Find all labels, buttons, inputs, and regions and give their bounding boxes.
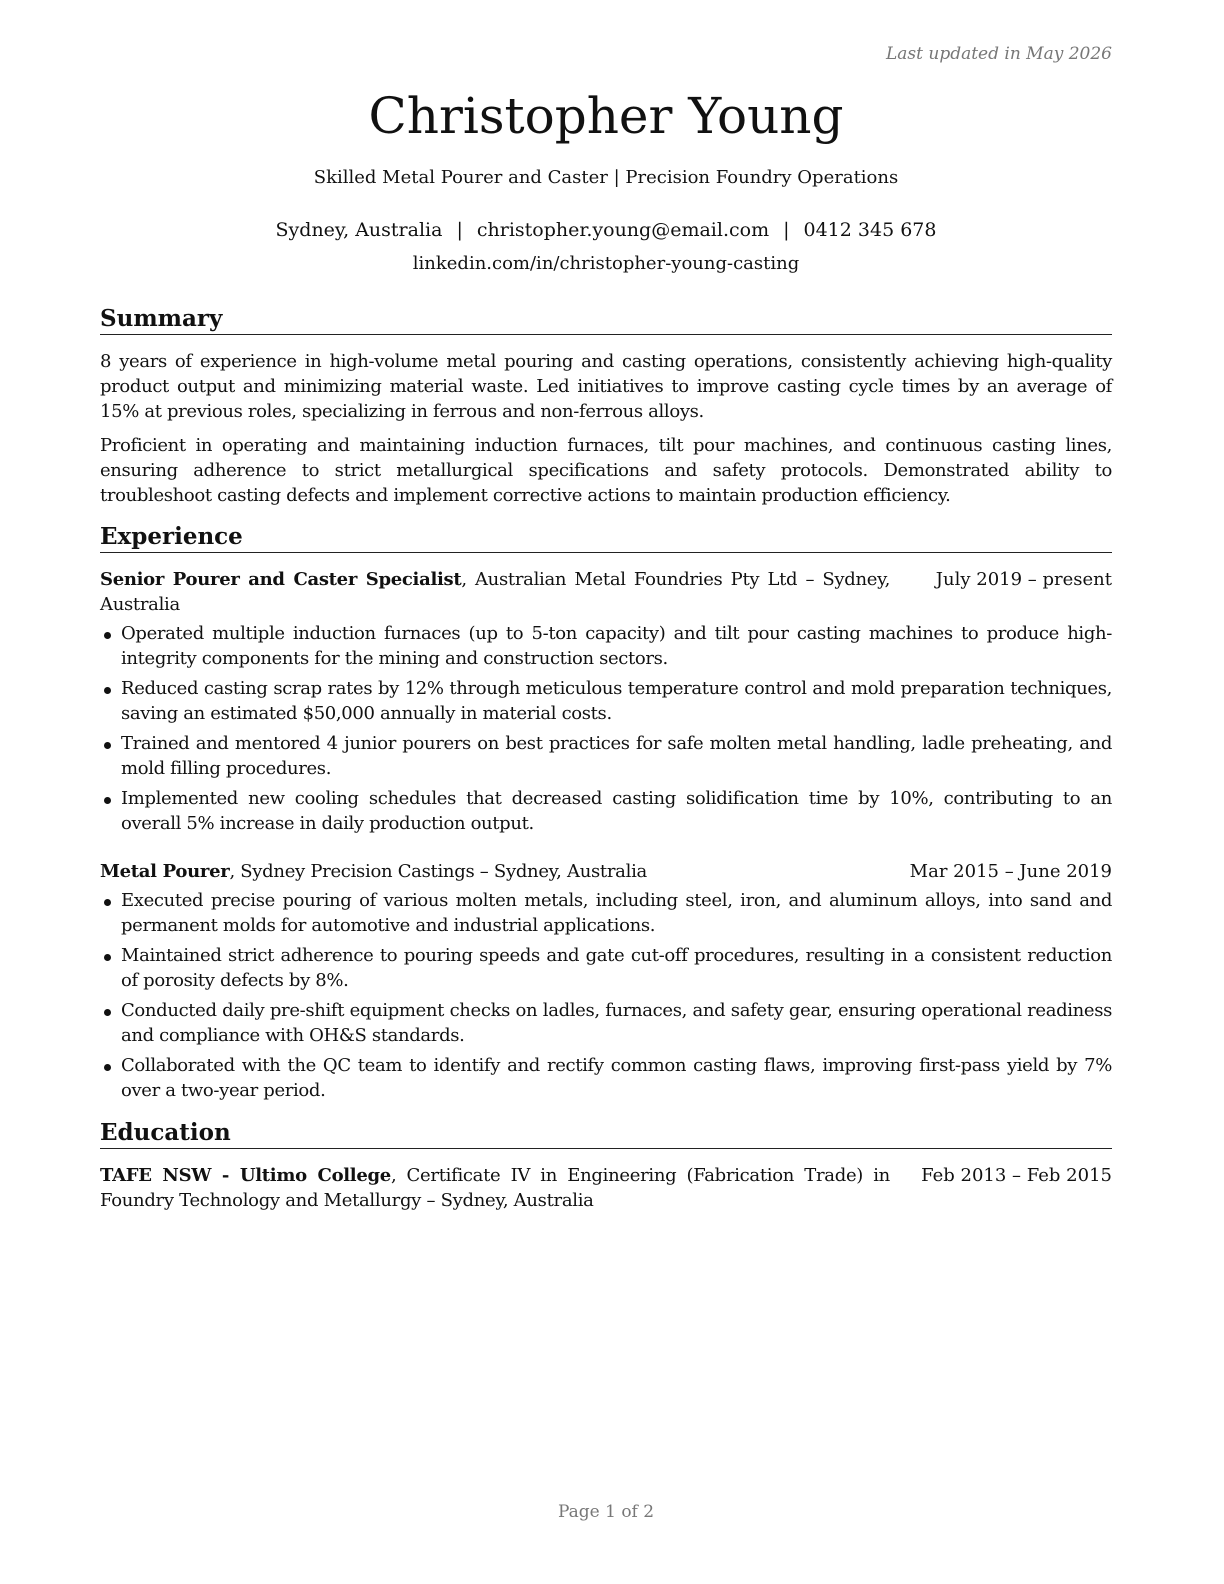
job-title-line — [100, 859, 890, 884]
job-bullet: Implemented new cooling schedules that decreased casting solidification time by 10%, contributing to an overall 5% increase in daily production output. — [100, 786, 1112, 836]
job-company: , Australian Metal Foundries Pty Ltd – Sydney, Australia — [100, 569, 891, 615]
contact-line — [100, 219, 1112, 241]
job-bullets — [100, 888, 1112, 1103]
education-dates: Feb 2013 – Feb 2015 — [921, 1165, 1112, 1186]
education-entry — [100, 1163, 1112, 1213]
section-title-education: Education — [100, 1118, 1112, 1149]
candidate-name: Christopher Young — [368, 87, 844, 145]
contact-separator: | — [456, 219, 463, 241]
job-bullet: Maintained strict adherence to pouring speeds and gate cut-off procedures, resulting in a consistent reduction of porosity defects by 8%. — [100, 943, 1112, 993]
school-name: TAFE NSW - Ultimo College — [100, 1165, 391, 1186]
location: Sydney, Australia — [275, 219, 443, 241]
job-title-line — [100, 567, 890, 617]
summary-paragraph: Proficient in operating and maintaining induction furnaces, tilt pour machines, and continuous casting lines, ensuring adherence to strict metallurgical specifications and safety protocols. Demonstrated ability to troubleshoot casting defects and implement corrective actions to maintain production efficiency. — [100, 435, 1112, 506]
education-detail: , Certificate IV in Engineering (Fabrication Trade) in Foundry Technology and Metallurgy – Sydney, Australia — [100, 1165, 890, 1211]
job-bullets — [100, 621, 1112, 836]
page-number: Page 1 of 2 — [557, 1502, 655, 1522]
job-bullet: Executed precise pouring of various molten metals, including steel, iron, and aluminum alloys, into sand and permanent molds for automotive and industrial applications. — [100, 888, 1112, 938]
job-dates: Mar 2015 – June 2019 — [909, 861, 1112, 882]
professional-headline: Skilled Metal Pourer and Caster | Precision Foundry Operations — [313, 167, 899, 188]
job-entry — [100, 859, 1112, 1103]
job-bullet: Reduced casting scrap rates by 12% through meticulous temperature control and mold preparation techniques, saving an estimated $50,000 annually in material costs. — [100, 676, 1112, 726]
contact-separator: | — [783, 219, 790, 241]
job-role: Metal Pourer — [100, 861, 230, 882]
education-line — [100, 1163, 890, 1213]
phone-number: 0412 345 678 — [803, 219, 937, 241]
education-section — [100, 1118, 1112, 1213]
resume-page — [100, 0, 1112, 1584]
job-bullet: Operated multiple induction furnaces (up to 5-ton capacity) and tilt pour casting machines to produce high-integrity components for the mining and construction sectors. — [100, 621, 1112, 671]
last-updated-note: Last updated in May 2026 — [885, 44, 1112, 64]
job-bullet: Collaborated with the QC team to identify and rectify common casting flaws, improving first-pass yield by 7% over a two-year period. — [100, 1053, 1112, 1103]
section-title-experience: Experience — [100, 522, 1112, 553]
job-header — [100, 567, 1112, 617]
job-entry — [100, 567, 1112, 836]
email-link[interactable]: christopher.young@email.com — [476, 219, 770, 241]
job-header — [100, 859, 1112, 884]
job-dates: July 2019 – present — [935, 569, 1112, 590]
job-role: Senior Pourer and Caster Specialist — [100, 569, 462, 590]
experience-section — [100, 522, 1112, 1108]
linkedin-link[interactable]: linkedin.com/in/christopher-young-casting — [412, 253, 800, 274]
summary-section — [100, 304, 1112, 508]
summary-paragraph: 8 years of experience in high-volume metal pouring and casting operations, consistently achieving high-quality product output and minimizing material waste. Led initiatives to improve casting cycle times by an average of 15% at previous roles, specializing in ferrous and non-ferrous alloys. — [100, 351, 1112, 422]
section-title-summary: Summary — [100, 304, 1112, 335]
job-bullet: Conducted daily pre-shift equipment checks on ladles, furnaces, and safety gear, ensuring operational readiness and compliance with OH&S standards. — [100, 998, 1112, 1048]
job-bullet: Trained and mentored 4 junior pourers on best practices for safe molten metal handling, ladle preheating, and mold filling procedures. — [100, 731, 1112, 781]
job-company: , Sydney Precision Castings – Sydney, Australia — [229, 861, 647, 882]
